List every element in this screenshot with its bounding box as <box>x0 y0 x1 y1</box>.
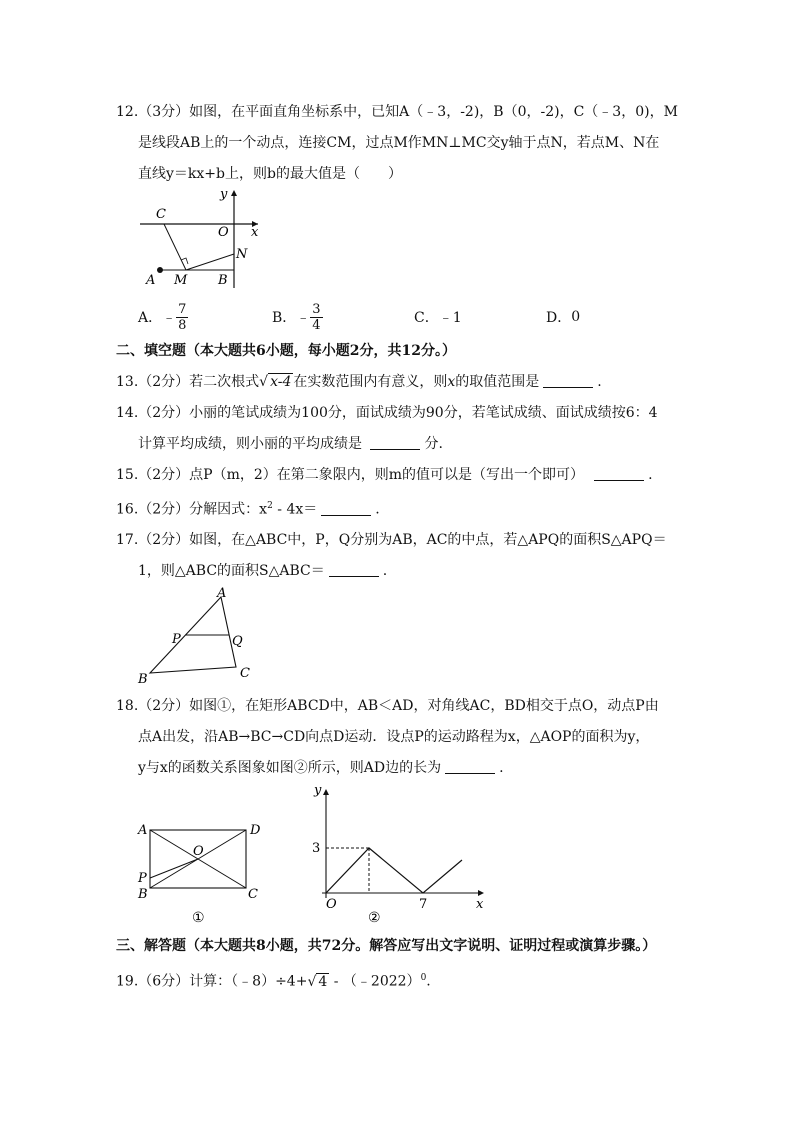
q17-line1: 17.（2分）如图，在△ABC中，P，Q分别为AB，AC的中点，若△APQ的面积S△APQ＝ <box>116 532 667 548</box>
label-a: A <box>217 586 227 601</box>
point-a <box>157 267 163 273</box>
choice-b-letter: B． <box>272 310 297 326</box>
choice-b-sign: ﹣ <box>296 310 311 326</box>
q12-line3: 直线y＝kx+b上，则b的最大值是（ ） <box>138 166 402 182</box>
choice-d-text: 0 <box>571 309 581 325</box>
label-b: B <box>138 672 148 685</box>
y-axis-arrow <box>231 190 237 196</box>
choice-c <box>414 300 462 334</box>
q16-superscript: 2 <box>267 501 273 511</box>
label-c: C <box>240 666 250 681</box>
label-y: y <box>314 783 322 798</box>
q15-text-b: . <box>648 467 653 483</box>
y-axis-arrow <box>323 789 329 795</box>
q14-text-b: 分. <box>424 436 443 452</box>
q14-line2 <box>138 434 443 454</box>
label-o: O <box>218 225 229 240</box>
label-q: Q <box>232 634 243 649</box>
choice-b <box>272 300 323 334</box>
q18-line1: 18.（2分）如图①，在矩形ABCD中，AB＜AD，对角线AC，BD相交于点O，动点P由 <box>116 698 659 714</box>
label-m: M <box>174 273 188 288</box>
fig2-caption: ② <box>368 910 381 926</box>
sqrt-symbol: √ x-4 <box>259 374 292 390</box>
sqrt-symbol: √ 4 <box>307 973 328 990</box>
choice-a <box>138 300 188 334</box>
q13-text-b: 在实数范围内有意义，则 <box>293 374 448 390</box>
q15 <box>116 465 653 485</box>
q19-superscript: 0 <box>420 973 427 983</box>
choice-b-fraction <box>310 302 322 333</box>
label-c: C <box>156 207 166 222</box>
q16-text-b: - 4x＝ <box>272 501 318 518</box>
q13-text-a: 13.（2分）若二次根式 <box>116 374 260 390</box>
q12-figure <box>130 186 270 296</box>
label-7: 7 <box>419 897 428 912</box>
choice-b-numerator: 3 <box>312 301 321 317</box>
label-d: D <box>250 823 261 838</box>
label-b: B <box>138 887 148 902</box>
q17-answer-blank[interactable] <box>329 562 379 577</box>
section-3-heading: 三、解答题（本大题共8小题，共72分。解答应写出文字说明、证明过程或演算步骤。） <box>116 938 657 954</box>
choice-a-sign: ﹣ <box>162 310 177 326</box>
x-axis-arrow <box>478 890 484 896</box>
label-o: O <box>326 897 337 912</box>
label-b: B <box>218 273 228 288</box>
q16 <box>116 496 380 520</box>
q12-line2: 是线段AB上的一个动点，连接CM，过点M作MN⊥MC交y轴于点N，若点M、N在 <box>138 135 660 151</box>
choice-a-letter: A． <box>138 310 163 326</box>
choice-d <box>546 300 580 334</box>
q18-text-a: y与x的函数关系图象如图②所示，则AD边的长为 <box>138 760 442 776</box>
label-o: O <box>193 844 204 859</box>
q16-text-c: . <box>375 501 380 518</box>
segment-cm <box>164 224 186 270</box>
q18-text-b: . <box>499 760 504 776</box>
label-p: P <box>138 871 147 886</box>
q14-answer-blank[interactable] <box>370 435 420 450</box>
q18-figure-2 <box>300 780 500 930</box>
q18-line3 <box>138 758 504 778</box>
section-2-heading: 二、填空题（本大题共6小题，每小题2分，共12分。） <box>116 343 456 359</box>
q19 <box>116 968 431 992</box>
q18-figure-1 <box>130 820 270 930</box>
q19-radicand: 4 <box>318 973 328 990</box>
q14-line1: 14.（2分）小丽的笔试成绩为100分，面试成绩为90分，若笔试成绩、面试成绩按6：4 <box>116 405 658 421</box>
q18-answer-blank[interactable] <box>445 759 495 774</box>
q19-text-b: - （﹣2022） <box>329 973 421 990</box>
q12-choices <box>138 300 698 334</box>
choice-a-fraction <box>176 302 188 333</box>
choice-a-numerator: 7 <box>178 301 187 317</box>
q16-answer-blank[interactable] <box>321 501 371 516</box>
choice-b-denominator: 4 <box>312 317 321 333</box>
q17-figure <box>132 585 262 685</box>
label-a: A <box>138 823 148 838</box>
q17-text-b: . <box>382 563 388 579</box>
q15-text-a: 15.（2分）点P（m，2）在第二象限内，则m的值可以是（写出一个即可） <box>116 467 585 483</box>
label-n: N <box>236 247 248 262</box>
q13-var: x <box>447 374 456 390</box>
segment-mn <box>186 254 234 270</box>
choice-c-letter: C． <box>414 310 439 326</box>
label-c: C <box>248 887 258 902</box>
q13-radicand: x-4 <box>270 374 292 390</box>
choice-c-text: ﹣1 <box>438 310 462 326</box>
q13 <box>116 372 602 392</box>
q13-text-c: 的取值范围是 <box>455 374 540 390</box>
q19-text-c: . <box>426 973 431 990</box>
q17-text-a: 1，则△ABC的面积S△ABC＝ <box>138 563 325 579</box>
label-x: x <box>476 897 484 912</box>
label-y: y <box>220 187 228 202</box>
q18-line2: 点A出发，沿AB→BC→CD向点D运动．设点P的运动路程为x，△AOP的面积为y， <box>138 729 650 745</box>
function-graph <box>326 848 462 893</box>
choice-a-denominator: 8 <box>178 317 187 333</box>
q14-text-a: 计算平均成绩，则小丽的平均成绩是 <box>138 436 367 452</box>
q17-line2 <box>138 561 387 581</box>
q13-answer-blank[interactable] <box>543 373 593 388</box>
label-3: 3 <box>312 841 321 856</box>
fig1-caption: ① <box>192 910 205 926</box>
q15-answer-blank[interactable] <box>594 466 644 481</box>
choice-d-letter: D． <box>546 310 572 326</box>
label-x: x <box>251 225 259 240</box>
segment-po <box>150 859 198 878</box>
label-p: P <box>172 632 181 647</box>
q13-text-d: . <box>597 374 602 390</box>
q19-text-a: 19.（6分）计算：（﹣8）÷4+ <box>116 973 308 990</box>
q12-line1: 12.（3分）如图，在平面直角坐标系中，已知A（﹣3，-2)，B（0，-2)，C（﹣3，0)，M <box>116 104 678 120</box>
label-a: A <box>146 273 156 288</box>
q16-text-a: 16.（2分）分解因式：x <box>116 501 268 518</box>
